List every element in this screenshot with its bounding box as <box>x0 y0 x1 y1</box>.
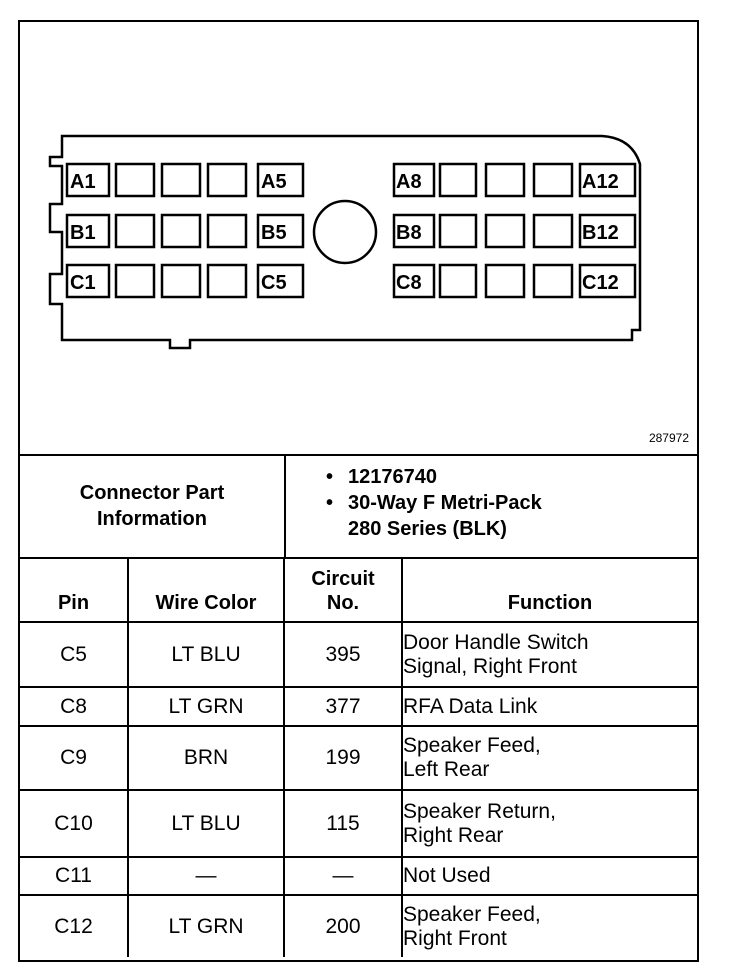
info-details <box>286 454 697 557</box>
cavity <box>440 265 476 297</box>
circuit-cell: — <box>284 857 402 895</box>
connector-sheet <box>18 20 699 962</box>
function-line1: Speaker Feed, <box>403 902 541 926</box>
table-row <box>20 790 697 857</box>
header-circuit <box>284 557 402 622</box>
part-description-item <box>286 490 697 516</box>
connector-housing-outline <box>50 136 640 348</box>
cavity <box>208 164 246 196</box>
cavity-label-c1: C1 <box>70 272 96 294</box>
part-description-line2: 280 Series (BLK) <box>348 518 507 540</box>
info-heading <box>20 454 286 557</box>
function-cell <box>402 895 697 957</box>
pin-cell: C11 <box>20 857 128 895</box>
cavity <box>440 215 476 247</box>
function-line1: Not Used <box>403 864 491 887</box>
function-cell <box>402 622 697 687</box>
cavity-label-a1: A1 <box>70 171 96 193</box>
pin-cell: C8 <box>20 687 128 726</box>
part-description-item-2 <box>286 516 697 542</box>
cavity-row-b <box>67 215 635 247</box>
function-cell <box>402 857 697 895</box>
table-row <box>20 895 697 957</box>
cavity-label-b8: B8 <box>396 222 422 244</box>
function-line1: Door Handle Switch <box>403 630 589 654</box>
wire-color-cell: LT BLU <box>128 622 284 687</box>
table-row <box>20 622 697 687</box>
cavity-label-a8: A8 <box>396 171 422 193</box>
pin-table <box>20 557 697 957</box>
info-heading-line1: Connector Part <box>79 481 225 504</box>
circuit-cell: 200 <box>284 895 402 957</box>
cavity <box>116 265 154 297</box>
cavity <box>116 164 154 196</box>
cavity-label-c12: C12 <box>582 272 619 294</box>
function-line1: RFA Data Link <box>403 694 538 718</box>
cavity-row-a <box>67 164 635 196</box>
wire-color-cell: LT GRN <box>128 895 284 957</box>
function-line2: Left Rear <box>403 758 490 781</box>
cavity-label-c8: C8 <box>396 272 422 294</box>
header-wire-color: Wire Color <box>128 557 284 622</box>
pin-cell: C10 <box>20 790 128 857</box>
table-row <box>20 687 697 726</box>
function-line1: Speaker Feed, <box>403 734 541 757</box>
cavity <box>486 265 524 297</box>
connector-center-hole <box>314 201 376 263</box>
connector-part-info <box>20 454 697 559</box>
wire-color-cell: LT BLU <box>128 790 284 857</box>
connector-diagram <box>20 22 697 456</box>
function-cell <box>402 790 697 857</box>
cavity <box>162 215 200 247</box>
cavity <box>162 164 200 196</box>
function-line2: Right Rear <box>403 823 504 847</box>
pin-cell: C9 <box>20 726 128 790</box>
table-row <box>20 857 697 895</box>
cavity <box>208 215 246 247</box>
cavity <box>440 164 476 196</box>
cavity <box>486 215 524 247</box>
part-description-line1: 30-Way F Metri-Pack <box>348 492 542 514</box>
wire-color-cell: BRN <box>128 726 284 790</box>
table-row <box>20 726 697 790</box>
cavity <box>486 164 524 196</box>
cavity-label-a5: A5 <box>261 171 287 193</box>
function-cell <box>402 687 697 726</box>
pin-cell: C12 <box>20 895 128 957</box>
function-line2: Right Front <box>403 926 507 950</box>
cavity-label-a12: A12 <box>582 171 619 193</box>
cavity <box>162 265 200 297</box>
part-number: 12176740 <box>348 466 437 488</box>
pin-table-header <box>20 557 697 622</box>
wire-color-cell: — <box>128 857 284 895</box>
cavity <box>534 215 572 247</box>
bullet-icon: • <box>326 466 334 488</box>
circuit-cell: 115 <box>284 790 402 857</box>
cavity <box>534 164 572 196</box>
function-line2: Signal, Right Front <box>403 654 577 678</box>
part-number-item <box>286 464 697 490</box>
cavity <box>534 265 572 297</box>
header-pin: Pin <box>20 557 128 622</box>
figure-id: 287972 <box>648 431 689 445</box>
cavity <box>208 265 246 297</box>
function-cell <box>402 726 697 790</box>
circuit-cell: 199 <box>284 726 402 790</box>
cavity-label-b1: B1 <box>70 222 96 244</box>
circuit-cell: 395 <box>284 622 402 687</box>
function-line1: Speaker Return, <box>403 799 556 823</box>
circuit-cell: 377 <box>284 687 402 726</box>
cavity-row-c <box>67 265 635 297</box>
connector-face-drawing <box>20 22 697 454</box>
bullet-spacer <box>326 516 348 542</box>
wire-color-cell: LT GRN <box>128 687 284 726</box>
cavity-label-b5: B5 <box>261 222 287 244</box>
cavity-label-c5: C5 <box>261 272 287 294</box>
info-heading-line2: Information <box>97 507 207 530</box>
cavity-label-b12: B12 <box>582 222 619 244</box>
header-function: Function <box>402 557 697 622</box>
pin-cell: C5 <box>20 622 128 687</box>
header-circuit-line1: Circuit <box>311 568 375 590</box>
cavity <box>116 215 154 247</box>
header-circuit-line2: No. <box>326 592 360 614</box>
bullet-icon: • <box>326 492 334 514</box>
